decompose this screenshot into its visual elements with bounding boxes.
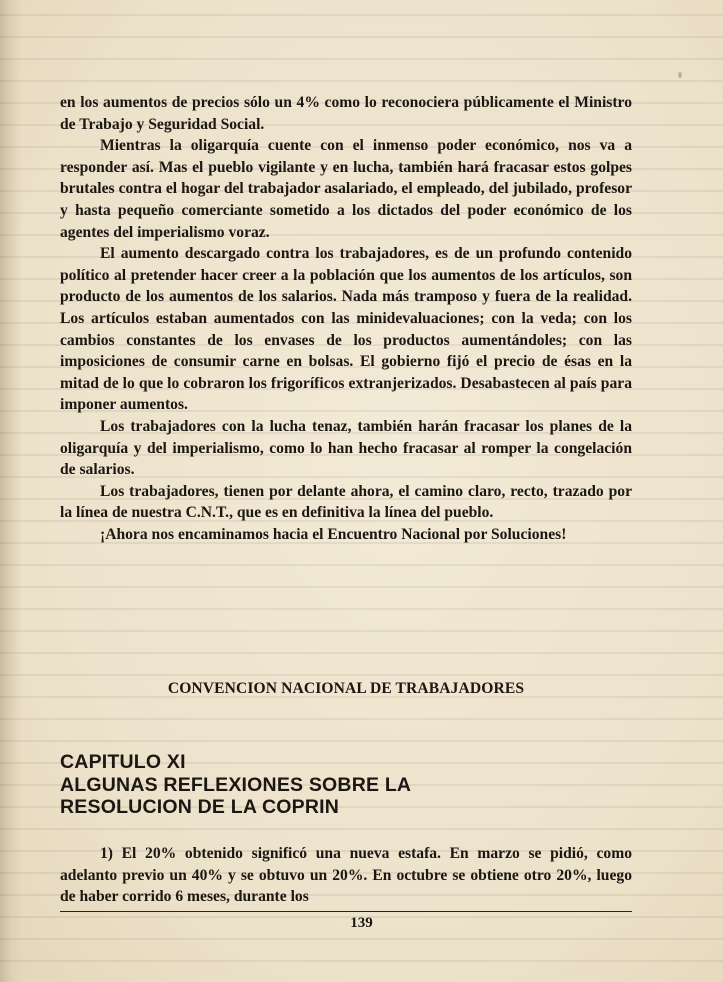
chapter-number: CAPITULO XI <box>60 751 186 773</box>
paragraph-3: El aumento descargado contra los trabajadores, es de un profundo contenido político al pretender hacer creer a la población que los aumentos de los artículos, son producto de los aumentos de los salarios. Nada más tramposo y fuera de la realidad. Los artículos estaban aumentados con las minidevaluaciones; con la veda; con los cambios constantes de los envases de los productos aumentándoles; con las imposiciones de consumir carne en bolsas. El gobierno fijó el precio de ésas en la mitad de lo que lo cobraron los frigoríficos extranjerizados. Desabastecen al país para imponer aumentos. <box>60 245 632 414</box>
paragraph-2: Mientras la oligarquía cuente con el inmenso poder económico, nos va a responder así. Mas el pueblo vigilante y en lucha, también hará fracasar estos golpes brutales contra el hogar del trabajador asalariado, el empleado, del jubilado, profesor y hasta pequeño comerciante sometido a los dictados del poder económico de los agentes del imperialismo voraz. <box>60 137 632 241</box>
paragraph-1: en los aumentos de precios sólo un 4% como lo reconociera públicamente el Ministro de Trabajo y Seguridad Social. <box>60 94 632 133</box>
paragraph-5: Los trabajadores, tienen por delante ahora, el camino claro, recto, trazado por la línea de nuestra C.N.T., que es en definitiva la línea del pueblo. <box>60 482 632 522</box>
footer-rule <box>60 911 632 912</box>
paragraph-4: Los trabajadores con la lucha tenaz, también harán fracasar los planes de la oligarquía y del imperialismo, como lo han hecho fracasar al romper la congelación de salarios. <box>60 417 632 479</box>
signature-line: CONVENCION NACIONAL DE TRABAJADORES <box>167 680 525 697</box>
body-text <box>60 92 632 545</box>
paragraph-6: ¡Ahora nos encaminamos hacia el Encuentro Nacional por Soluciones! <box>100 525 567 543</box>
page-spine-shadow <box>0 0 22 982</box>
chapter-title-line-2: RESOLUCION DE LA COPRIN <box>60 796 340 818</box>
chapter-title-line-1: ALGUNAS REFLEXIONES SOBRE LA <box>60 773 412 796</box>
chapter-heading <box>60 751 632 819</box>
page-number: 139 <box>350 915 373 931</box>
section-paragraph: 1) El 20% obtenido significó una nueva estafa. En marzo se pidió, como adelanto previo un 40% y se obtuvo un 20%. En octubre se obtiene otro 20%, luego de haber corrido 6 meses, durante los <box>60 845 632 906</box>
paper-speck <box>678 72 682 78</box>
section-text <box>60 843 632 908</box>
